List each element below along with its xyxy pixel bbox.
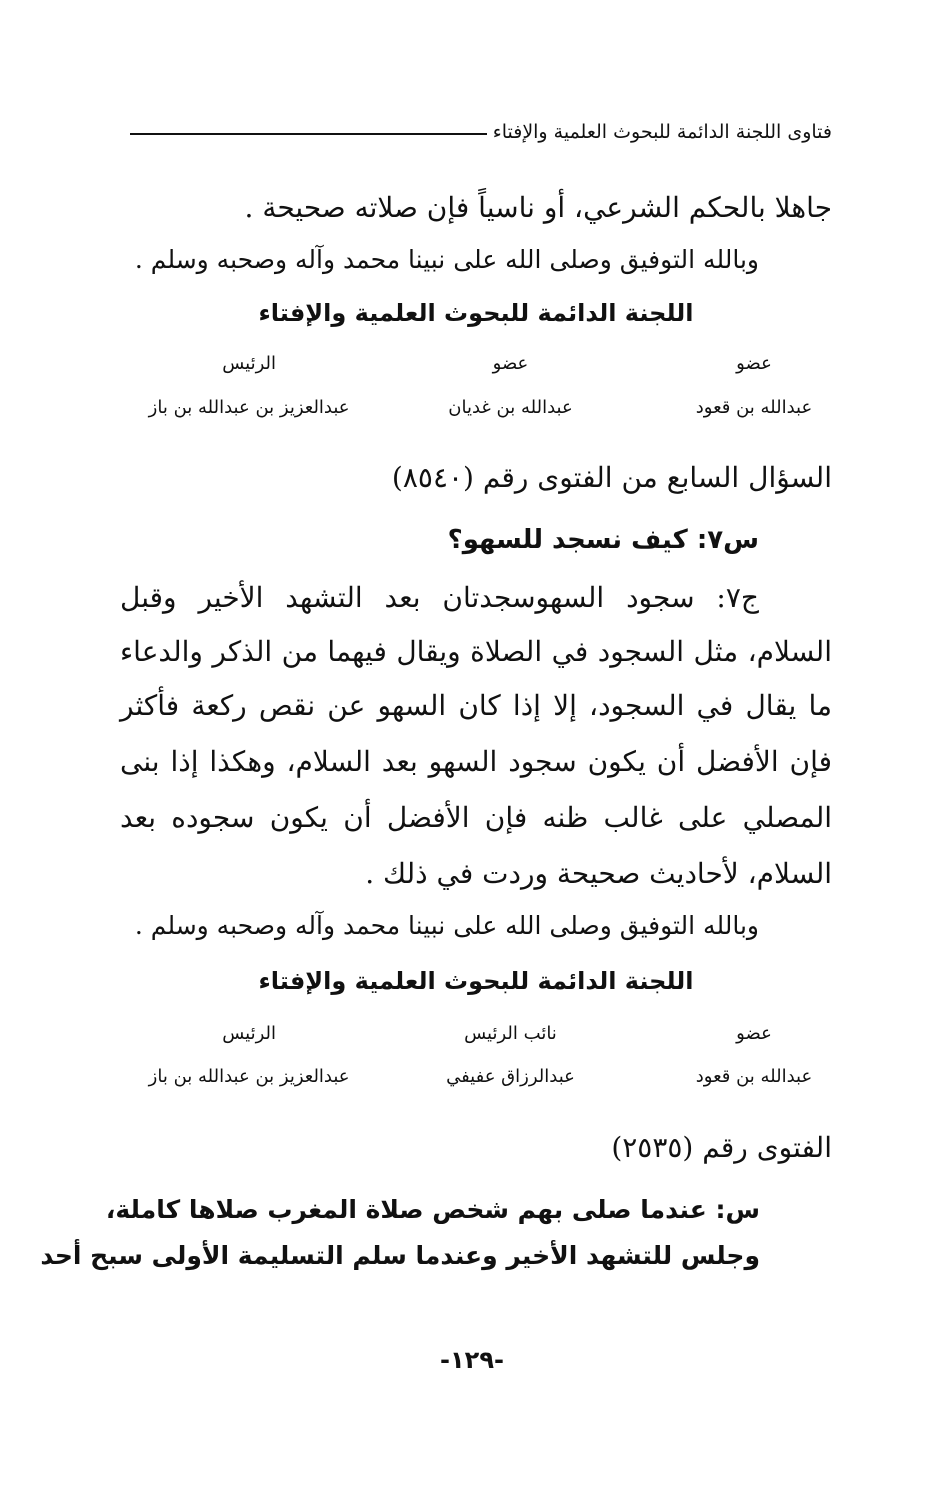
running-header	[130, 112, 832, 152]
signatory-name: عبدالعزيز بن عبدالله بن باز	[148, 397, 350, 418]
signatory-names-row	[148, 397, 813, 427]
signatory-name: عبدالله بن قعود	[695, 397, 813, 418]
signatory-roles-row	[160, 353, 772, 383]
signatory-role: عضو	[736, 353, 772, 374]
answer-line: السلام، لأحاديث صحيحة وردت في ذلك .	[365, 857, 832, 890]
signatory-name: عبدالعزيز بن عبدالله بن باز	[148, 1066, 350, 1087]
signatory-names-row	[148, 1066, 813, 1096]
question-text: س: عندما صلى بهم شخص صلاة المغرب صلاها كاملة،	[105, 1195, 760, 1224]
fatwa-heading: الفتوى رقم (٢٥٣٥)	[611, 1131, 832, 1164]
signatory-roles-row	[160, 1023, 772, 1053]
signatory-name: عبدالرزاق عفيفي	[446, 1066, 575, 1087]
signatory-role: نائب الرئيس	[464, 1023, 557, 1044]
answer-line: المصلي على غالب ظنه فإن الأفضل أن يكون سجوده بعد	[120, 801, 832, 834]
question-text: س٧: كيف نسجد للسهو؟	[447, 525, 759, 555]
signatory-name: عبدالله بن غديان	[448, 397, 573, 418]
closing-formula: وبالله التوفيق وصلى الله على نبينا محمد وآله وصحبه وسلم .	[134, 911, 759, 940]
header-rule	[130, 133, 487, 135]
answer-line: فإن الأفضل أن يكون سجود السهو بعد السلام، وهكذا إذا بنى	[120, 745, 832, 778]
answer-line: السلام، مثل السجود في الصلاة ويقال فيهما من الذكر والدعاء	[120, 635, 832, 668]
signatory-role: الرئيس	[222, 1023, 277, 1044]
closing-formula: وبالله التوفيق وصلى الله على نبينا محمد وآله وصحبه وسلم .	[134, 245, 759, 274]
committee-name: اللجنة الدائمة للبحوث العلمية والإفتاء	[258, 299, 694, 327]
header-title: فتاوى اللجنة الدائمة للبحوث العلمية والإفتاء	[492, 121, 832, 143]
signatory-role: عضو	[492, 353, 529, 374]
answer-line: ج٧: سجود السهوسجدتان بعد التشهد الأخير وقبل	[120, 581, 759, 614]
fatwa-heading: السؤال السابع من الفتوى رقم (٨٥٤٠)	[391, 461, 832, 494]
signatory-name: عبدالله بن قعود	[695, 1066, 813, 1087]
answer-line: ما يقال في السجود، إلا إذا كان السهو عن نقص ركعة فأكثر	[120, 689, 832, 722]
signatory-role: عضو	[736, 1023, 772, 1044]
page-number: -١٢٩-	[440, 1346, 504, 1374]
paragraph-line: جاهلا بالحكم الشرعي، أو ناسياً فإن صلاته صحيحة .	[244, 191, 832, 224]
committee-name: اللجنة الدائمة للبحوث العلمية والإفتاء	[258, 967, 694, 995]
signatory-role: الرئيس	[222, 353, 277, 374]
question-text: وجلس للتشهد الأخير وعندما سلم التسليمة الأولى سبح أحد	[40, 1241, 760, 1270]
